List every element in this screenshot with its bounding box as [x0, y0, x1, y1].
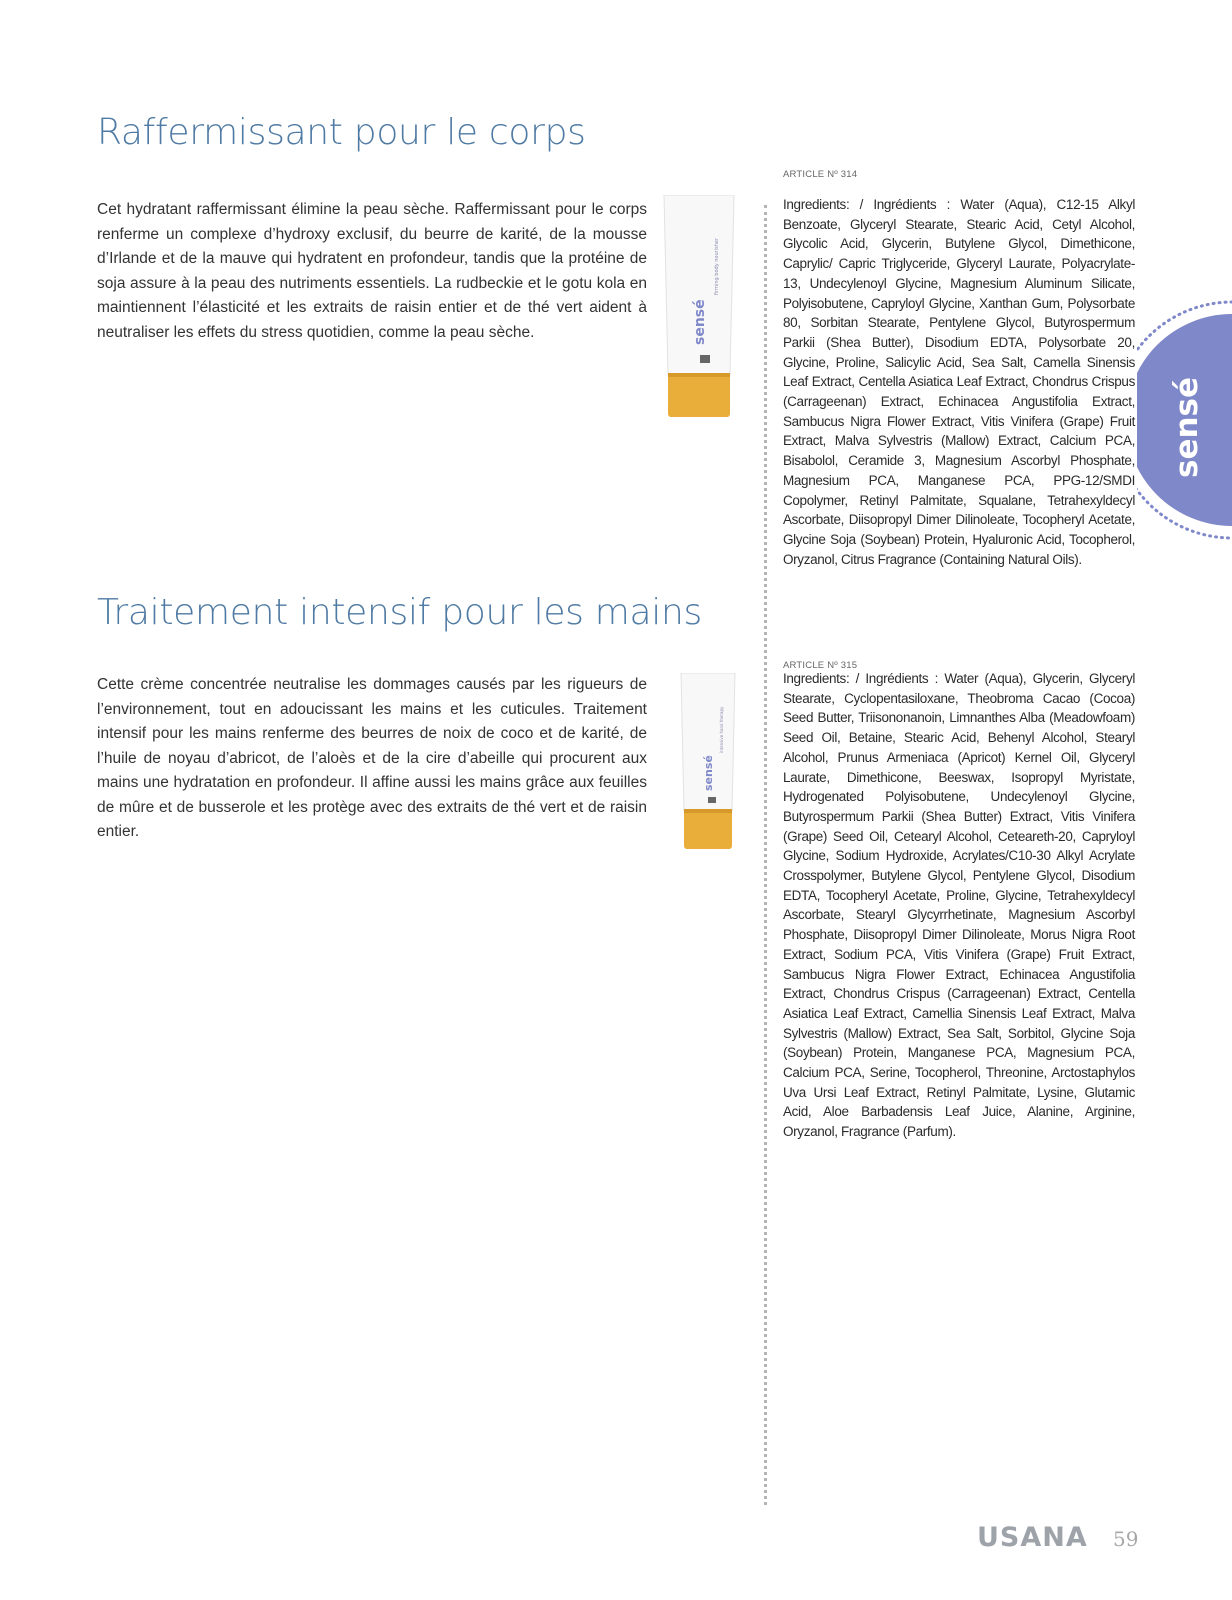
ingredients-list: Ingredients: / Ingrédients : Water (Aqua), C12-15 Alkyl Benzoate, Glyceryl Stearate, Stearic Acid, Cetyl Alcohol, Glycolic Acid, Glycerin, Butylene Glycol, Dimethicone, Caprylic/ Capric Triglyceride, Glyceryl Laurate, Polyacrylate-13, Undecylenoyl Glycine, Magnesium Aluminum Silicate, Polyisobutene, Capryloyl Glycine, Xanthan Gum, Polysorbate 80, Sorbitan Stearate, Pentylene Glycol, Butyrospermum Parkii (Shea Butter), Disodium EDTA, Polysorbate 20, Glycine, Proline, Salicylic Acid, Sea Salt, Camella Sinensis Leaf Extract, Centella Asiatica Leaf Extract, Chondrus Crispus (Carrageenan) Extract, Echinacea Angustifolia Extract, Sambucus Nigra Flower Extract, Vitis Vinifera (Grape) Fruit Extract, Malva Sylvestris (Mallow) Extract, Calcium PCA, Bisabolol, Ceramide 3, Magnesium Ascorbyl Phosphate, Magnesium PCA, Manganese PCA, PPG-12/SMDI Copolymer, Retinyl Palmitate, Squalane, Tetrahexyldecyl Ascorbate, Diisopropyl Dimer Dilinoleate, Tocopheryl Acetate, Glycine Soja (Soybean) Protein, Hyaluronic Acid, Tocopherol, Oryzanol, Citrus Fragrance (Containing Natural Oils). — [783, 197, 1135, 567]
product-title: Raffermissant pour le corps — [97, 112, 586, 153]
product-tube-image — [660, 195, 738, 420]
product-tube-image — [678, 673, 738, 851]
page-number: 59 — [1113, 1527, 1139, 1551]
svg-text:intensive hand therapy: intensive hand therapy — [719, 706, 724, 753]
usana-logo: USANA — [977, 1522, 1088, 1553]
product-description: Cet hydratant raffermissant élimine la peau sèche. Raffermissant pour le corps renferme un complexe d’hydroxy exclusif, du beurre de karité, de la mousse d’Irlande et de la mauve qui hydratent en profondeur, tandis que la protéine de soja assure à la peau des nutriments essentiels. La rudbeckie et le gotu kola en maintiennent l’élasticité et les extraits de raisin entier et de thé vert aident à neutraliser les effets du stress quotidien, comme la peau sèche. — [97, 201, 647, 341]
section-tab — [1137, 300, 1232, 540]
section-tab-label: sensé — [1169, 376, 1205, 478]
column-divider — [764, 205, 767, 1505]
article-number: ARTICLE Nº 315 — [783, 660, 858, 671]
svg-text:sensé: sensé — [702, 755, 715, 791]
product-description: Cette crème concentrée neutralise les dommages causés par les rigueurs de l’environnement, tout en adoucissant les mains et les cuticules. Traitement intensif pour les mains renferme des beurres de noix de coco et de karité, de l’huile de noyau d’abricot, de l’aloès et de la cire d’abeille qui procurent aux mains une hydratation en profondeur. Il affine aussi les mains grâce aux feuilles de mûre et de busserole et les protège avec des extraits de thé vert et de raisin entier. — [97, 676, 647, 840]
product-title: Traitement intensif pour les mains — [97, 592, 702, 633]
article-number: ARTICLE Nº 314 — [783, 169, 858, 180]
svg-text:firming body nourisher: firming body nourisher — [714, 237, 720, 295]
ingredients-list: Ingredients: / Ingrédients : Water (Aqua), Glycerin, Glyceryl Stearate, Cyclopentasiloxane, Theobroma Cacao (Cocoa) Seed Butter, Triisononanoin, Limnanthes Alba (Meadowfoam) Seed Oil, Betaine, Stearic Acid, Behenyl Alcohol, Stearyl Alcohol, Prunus Armeniaca (Apricot) Kernel Oil, Glyceryl Laurate, Dimethicone, Beeswax, Isopropyl Myristate, Hydrogenated Polyisobutene, Undecylenoyl Glycine, Butyrospermum Parkii (Shea Butter) Extract, Vitis Vinifera (Grape) Seed Oil, Cetearyl Alcohol, Ceteareth-20, Capryloyl Glycine, Sodium Hydroxide, Acrylates/C10-30 Alkyl Acrylate Crosspolymer, Butylene Glycol, Pentylene Glycol, Disodium EDTA, Tocopheryl Acetate, Proline, Glycine, Tetrahexyldecyl Ascorbate, Stearyl Glycyrrhetinate, Magnesium Ascorbyl Phosphate, Diisopropyl Dimer Dilinoleate, Morus Nigra Root Extract, Sodium PCA, Vitis Vinifera (Grape) Fruit Extract, Sambucus Nigra Flower Extract, Echinacea Angustifolia Extract, Chondrus Crispus (Carrageenan) Extract, Centella Asiatica Leaf Extract, Camellia Sinensis Leaf Extract, Malva Sylvestris (Mallow) Extract, Sea Salt, Sorbitol, Glycine Soja (Soybean) Protein, Manganese PCA, Magnesium PCA, Calcium PCA, Serine, Tocopherol, Threonine, Arctostaphylos Uva Ursi Leaf Extract, Retinyl Palmitate, Lysine, Glutamic Acid, Aloe Barbadensis Leaf Juice, Alanine, Arginine, Oryzanol, Fragrance (Parfum). — [783, 671, 1135, 1140]
svg-text:sensé: sensé — [692, 299, 708, 345]
